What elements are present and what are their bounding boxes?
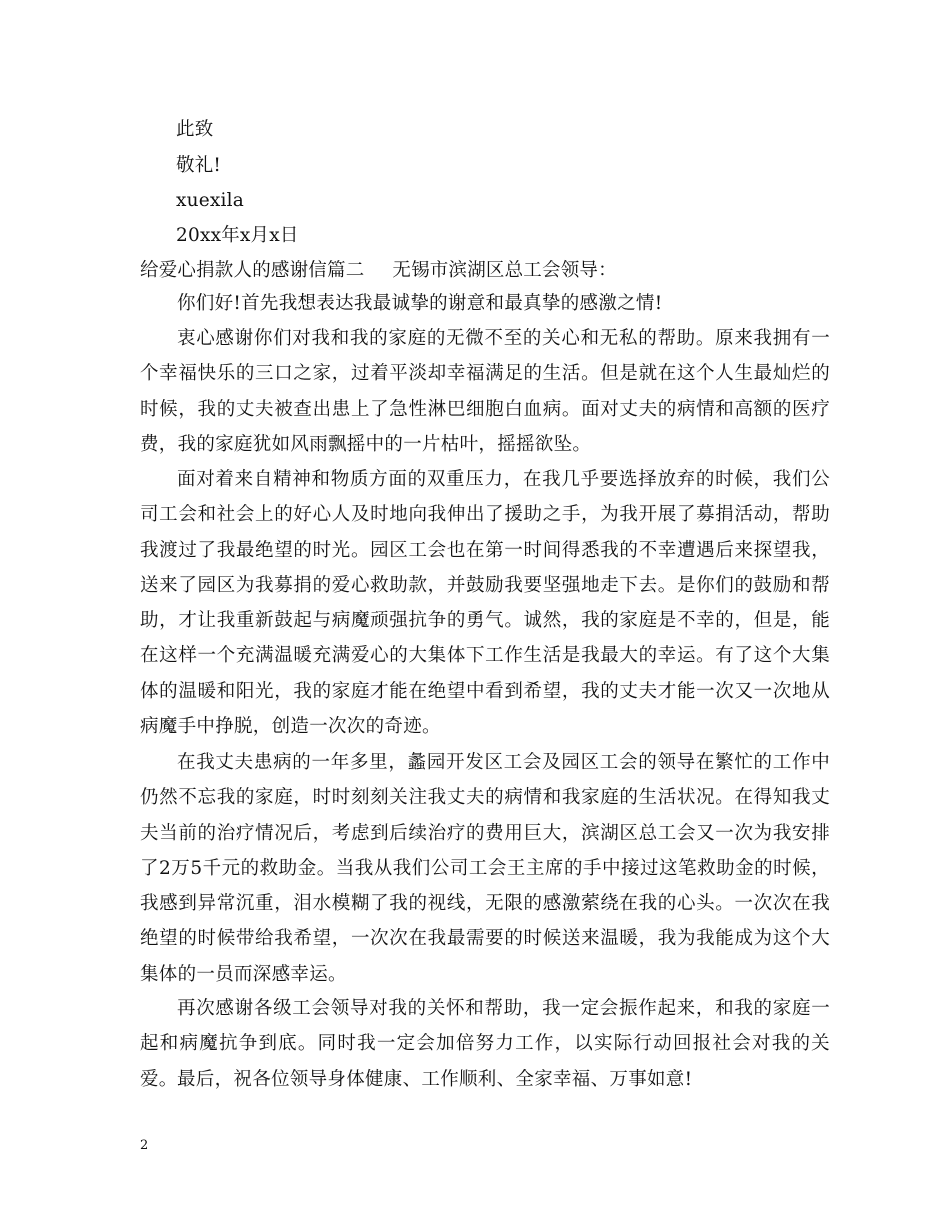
letter-date: 20xx年x月x日 bbox=[176, 225, 299, 246]
letter-paragraph-4: 在我丈夫患病的一年多里，蠡园开发区工会及园区工会的领导在繁忙的工作中仍然不忘我的家庭，时时刻刻关注我丈夫的病情和我家庭的生活状况。在得知我丈夫当前的治疗情况后，考虑到后续治疗的费用巨大，滨湖区总工会又一次为我安排了2万5千元的救助金。当我从我们公司工会王主席的手中接过这笔救助金的时候，我感到异常沉重，泪水模糊了我的视线，无限的感激萦绕在我的心头。一次次在我绝望的时候带给我希望，一次次在我最需要的时候送来温暖，我为我能成为这个大集体的一员而深感幸运。 bbox=[140, 752, 830, 985]
letter-paragraph-5: 再次感谢各级工会领导对我的关怀和帮助，我一定会振作起来，和我的家庭一起和病魔抗争到底。同时我一定会加倍努力工作，以实际行动回报社会对我的关爱。 bbox=[140, 998, 830, 1090]
closing-regards: 敬礼! bbox=[176, 155, 222, 176]
letter-paragraph-1: 你们好!首先我想表达我最诚挚的谢意和最真挚的感激之情! bbox=[177, 293, 663, 314]
closing-salutation: 此致 bbox=[176, 119, 214, 140]
letter-title: 给爱心捐款人的感谢信篇二 bbox=[140, 260, 365, 281]
letter-addressee: 无锡市滨湖区总工会领导： bbox=[392, 260, 617, 281]
signature: xuexila bbox=[176, 190, 244, 211]
page-number: 2 bbox=[140, 1138, 149, 1153]
letter-paragraph-3: 面对着来自精神和物质方面的双重压力，在我几乎要选择放弃的时候，我们公司工会和社会上的好心人及时地向我伸出了援助之手，为我开展了募捐活动，帮助我渡过了我最绝望的时光。园区工会也在第一时间得悉我的不幸遭遇后来探望我，送来了园区为我募捐的爱心救助款，并鼓励我要坚强地走下去。是你们的鼓励和帮助，才让我重新鼓起与病魔顽强抗争的勇气。诚然，我的家庭是不幸的，但是，能在这样一个充满温暖充满爱心的大集体下工作生活是我最大的幸运。有了这个大集体的温暖和阳光，我的家庭才能在绝望中看到希望，我的丈夫才能一次又一次地从病魔手中挣脱，创造一次次的奇迹。 bbox=[140, 469, 830, 738]
letter-paragraph-6: 最后，祝各位领导身体健康、工作顺利、全家幸福、万事如意! bbox=[177, 1069, 693, 1090]
letter-heading bbox=[140, 257, 830, 285]
letter-paragraph-2: 衷心感谢你们对我和我的家庭的无微不至的关心和无私的帮助。原来我拥有一个幸福快乐的三口之家，过着平淡却幸福满足的生活。但是就在这个人生最灿烂的时候，我的丈夫被查出患上了急性淋巴细胞白血病。面对丈夫的病情和高额的医疗费，我的家庭犹如风雨飘摇中的一片枯叶，摇摇欲坠。 bbox=[140, 328, 830, 455]
